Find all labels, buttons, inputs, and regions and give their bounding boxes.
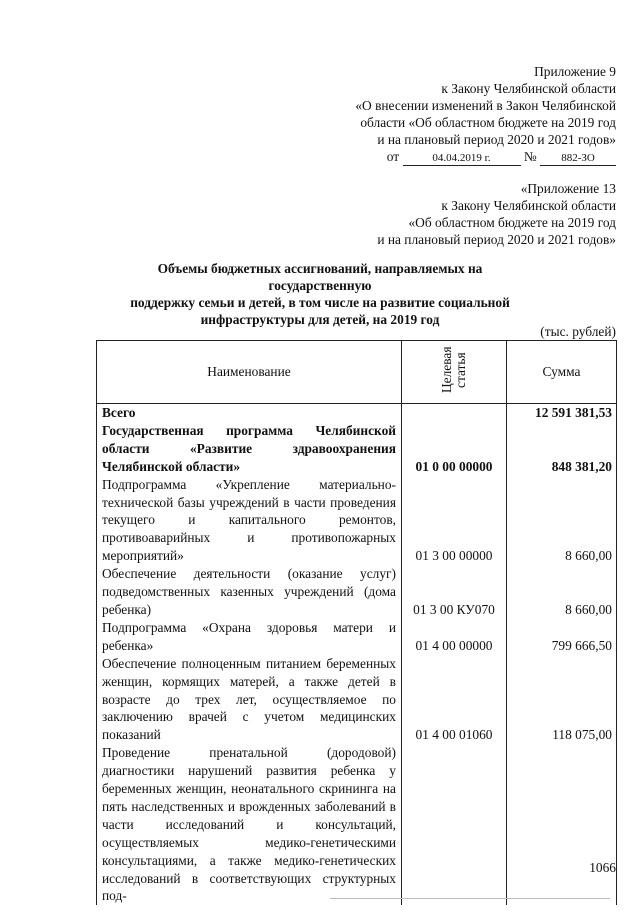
appendix-9-line1: Приложение 9 — [534, 64, 616, 79]
row-name: Проведение пренатальной (дородовой) диагностики нарушений развития ребенка у беременных женщин, неонатального скрининга на пять наследственных и врожденных заболеваний в части исследований и консультаций, осуществляемых медико-генетическими консультациями, а также медико-генетических исследований в соответствующих структурных под- — [97, 744, 402, 905]
row-name: Государственная программа Челябинской области «Развитие здравоохранения Челябинской области» — [97, 422, 402, 476]
table-row — [97, 619, 617, 655]
row-code: 01 4 00 00000 — [402, 619, 507, 655]
budget-table — [96, 340, 617, 905]
appendix-13-line1: «Приложение 13 — [520, 181, 616, 196]
date-prefix: от — [386, 149, 400, 164]
row-sum: 12 591 381,53 — [507, 404, 617, 422]
row-sum: 8 660,00 — [507, 476, 617, 566]
appendix-9-line4: области «Об областном бюджете на 2019 год — [360, 115, 616, 130]
law-date: 04.04.2019 г. — [403, 152, 521, 166]
footer-divider — [330, 898, 610, 899]
row-sum: 118 075,00 — [507, 655, 617, 745]
row-name: Обеспечение деятельности (оказание услуг) подведомственных казенных учреждений (дома ребенка) — [97, 565, 402, 619]
title-line3: инфраструктуры для детей, на 2019 год — [200, 312, 440, 327]
appendix-9-header — [355, 63, 616, 166]
table-row — [97, 655, 617, 745]
page-number: 1066 — [589, 860, 616, 875]
header-code-text: Целевая статья — [439, 346, 468, 393]
row-code — [402, 744, 507, 905]
table-row — [97, 422, 617, 476]
table-row — [97, 744, 617, 905]
title-line2: поддержку семьи и детей, в том числе на развитие социальной — [130, 295, 510, 310]
row-name: Всего — [97, 404, 402, 422]
row-code — [402, 404, 507, 422]
law-number: 882-ЗО — [540, 152, 616, 166]
appendix-9-line5: и на плановый период 2020 и 2021 годов» — [377, 132, 616, 147]
table-row — [97, 565, 617, 619]
row-code: 01 3 00 00000 — [402, 476, 507, 566]
appendix-13-line4: и на плановый период 2020 и 2021 годов» — [377, 232, 616, 247]
units-label: (тыс. рублей) — [540, 324, 616, 339]
header-code — [402, 341, 507, 404]
row-code: 01 0 00 00000 — [402, 422, 507, 476]
appendix-9-line3: «О внесении изменений в Закон Челябинской — [355, 98, 616, 113]
row-name: Обеспечение полноценным питанием беременных женщин, кормящих матерей, а также детей в возрасте до трех лет, осуществляемое по заключению врачей с учетом медицинских показаний — [97, 655, 402, 745]
row-name: Подпрограмма «Укрепление материально-технической базы учреждений в части проведения текущего и капитального ремонтов, противоаварийных и противопожарных мероприятий» — [97, 476, 402, 566]
row-code: 01 3 00 КУ070 — [402, 565, 507, 619]
row-sum: 8 660,00 — [507, 565, 617, 619]
table-header-row — [97, 341, 617, 404]
document-title — [120, 260, 520, 328]
appendix-13-header — [377, 180, 616, 248]
table-row — [97, 404, 617, 422]
row-sum: 848 381,20 — [507, 422, 617, 476]
appendix-9-line2: к Закону Челябинской области — [441, 81, 616, 96]
title-line1: Объемы бюджетных ассигнований, направляемых на государственную — [157, 261, 483, 293]
header-name: Наименование — [97, 341, 402, 404]
row-code: 01 4 00 01060 — [402, 655, 507, 745]
appendix-9-date-line — [355, 148, 616, 166]
appendix-13-line3: «Об областном бюджете на 2019 год — [408, 215, 616, 230]
row-sum — [507, 744, 617, 905]
number-prefix: № — [523, 149, 537, 164]
row-sum: 799 666,50 — [507, 619, 617, 655]
header-sum: Сумма — [507, 341, 617, 404]
row-name: Подпрограмма «Охрана здоровья матери и ребенка» — [97, 619, 402, 655]
appendix-13-line2: к Закону Челябинской области — [441, 198, 616, 213]
table-row — [97, 476, 617, 566]
